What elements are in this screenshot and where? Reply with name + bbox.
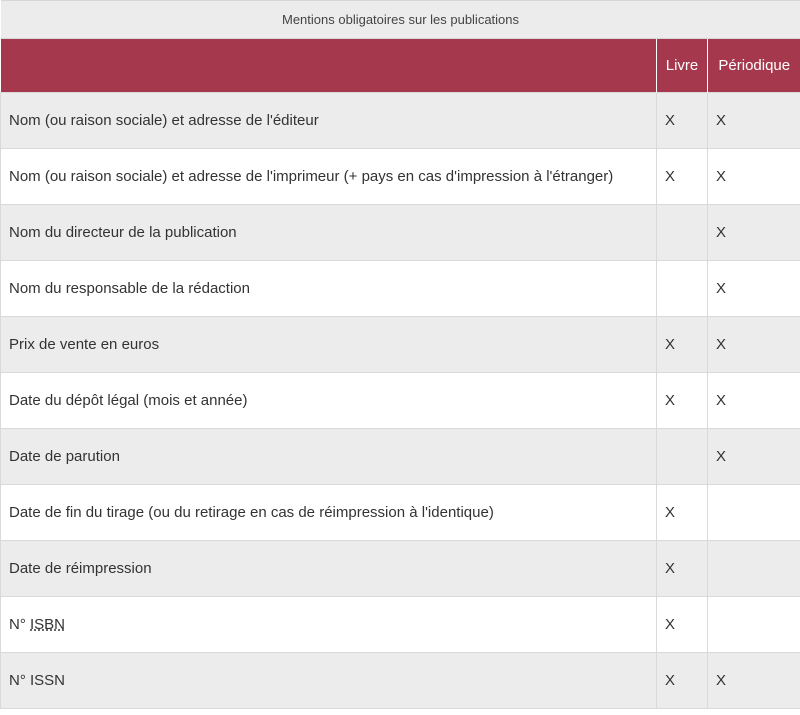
row-label: Date de réimpression xyxy=(1,541,657,597)
row-label: Date du dépôt légal (mois et année) xyxy=(1,373,657,429)
row-label: Nom (ou raison sociale) et adresse de l'éditeur xyxy=(1,93,657,149)
table-row xyxy=(1,261,800,317)
table-row xyxy=(1,597,800,653)
table-row xyxy=(1,429,800,485)
row-label: Prix de vente en euros xyxy=(1,317,657,373)
table-row xyxy=(1,93,800,149)
periodique-cell: X xyxy=(708,653,800,709)
livre-cell: X xyxy=(657,541,708,597)
row-label xyxy=(1,597,657,653)
periodique-cell xyxy=(708,485,800,541)
table-caption-row xyxy=(1,1,800,39)
livre-cell: X xyxy=(657,149,708,205)
row-label: Nom (ou raison sociale) et adresse de l'imprimeur (+ pays en cas d'impression à l'étranger) xyxy=(1,149,657,205)
periodique-cell: X xyxy=(708,373,800,429)
periodique-cell: X xyxy=(708,317,800,373)
column-header-periodique: Périodique xyxy=(708,39,800,93)
column-header-mention xyxy=(1,39,657,93)
periodique-cell: X xyxy=(708,93,800,149)
row-label: Date de fin du tirage (ou du retirage en cas de réimpression à l'identique) xyxy=(1,485,657,541)
table-row xyxy=(1,149,800,205)
periodique-cell: X xyxy=(708,149,800,205)
livre-cell: X xyxy=(657,597,708,653)
periodique-cell xyxy=(708,541,800,597)
table-caption: Mentions obligatoires sur les publications xyxy=(1,1,800,39)
livre-cell: X xyxy=(657,93,708,149)
row-label: Nom du responsable de la rédaction xyxy=(1,261,657,317)
table-row xyxy=(1,653,800,709)
table-row xyxy=(1,485,800,541)
periodique-cell: X xyxy=(708,261,800,317)
table-row xyxy=(1,373,800,429)
row-label: Nom du directeur de la publication xyxy=(1,205,657,261)
livre-cell: X xyxy=(657,485,708,541)
periodique-cell xyxy=(708,597,800,653)
table-row xyxy=(1,541,800,597)
livre-cell xyxy=(657,261,708,317)
row-label-prefix: N° xyxy=(9,616,30,633)
table-header-row xyxy=(1,39,800,93)
table-row xyxy=(1,205,800,261)
isbn-abbreviation[interactable]: ISBN xyxy=(30,616,66,633)
row-label: N° ISSN xyxy=(1,653,657,709)
table-row xyxy=(1,317,800,373)
livre-cell: X xyxy=(657,373,708,429)
row-label: Date de parution xyxy=(1,429,657,485)
periodique-cell: X xyxy=(708,429,800,485)
livre-cell xyxy=(657,205,708,261)
periodique-cell: X xyxy=(708,205,800,261)
livre-cell xyxy=(657,429,708,485)
livre-cell: X xyxy=(657,317,708,373)
livre-cell: X xyxy=(657,653,708,709)
column-header-livre: Livre xyxy=(657,39,708,93)
